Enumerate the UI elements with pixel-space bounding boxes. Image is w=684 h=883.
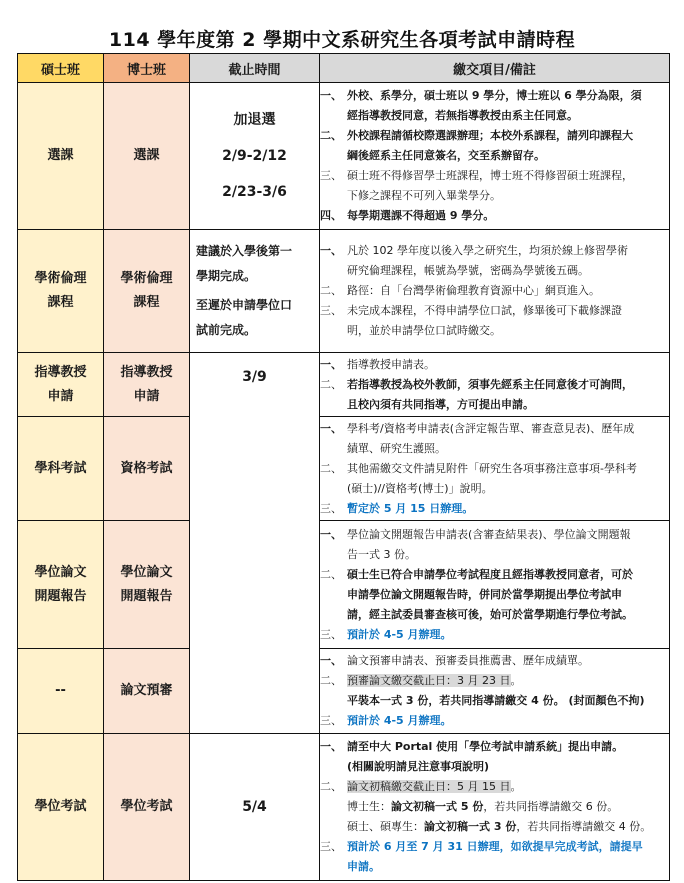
notes-cell xyxy=(320,230,670,353)
note-item: 一、 指導教授申請表。 xyxy=(320,357,435,371)
notes-cell xyxy=(320,353,670,417)
note-item: 三、 暫定於 5 月 15 日辦理。 xyxy=(320,501,474,515)
header-notes: 繳交項目/備註 xyxy=(320,54,670,83)
masters-cell: 學術倫理 課程 xyxy=(18,230,104,353)
note-item: 三、 預計於 6 月至 7 月 31 日辦理，如欲提早完成考試，請提早 xyxy=(320,840,643,853)
header-masters: 碩士班 xyxy=(18,54,104,83)
note-item: 三、 預計於 4-5 月辦理。 xyxy=(320,627,452,641)
note-continuation: 申請。 xyxy=(347,860,380,873)
notes-cell xyxy=(320,83,670,230)
note-item: 一、 請至中大 Portal 使用「學位考試申請系統」提出申請。 xyxy=(320,740,624,753)
note-continuation: 請，經主試委員審查核可後，始可於當學期進行學位考試。 xyxy=(347,607,633,621)
highlighted-deadline: 預審論文繳交截止日：3 月 23 日 xyxy=(347,674,511,687)
note-continuation: 下修之課程不可列入畢業學分。 xyxy=(347,189,501,202)
note-item: 二、 若指導教授為校外教師，須事先經系主任同意後才可詢問， xyxy=(320,377,633,391)
phd-cell: 資格考試 xyxy=(104,417,190,521)
note-continuation: 碩士、碩專生：論文初稿一式 3 份，若共同指導請繳交 4 份。 xyxy=(347,820,652,833)
note-item: 二、 路徑：自「台灣學術倫理教育資源中心」網頁進入。 xyxy=(320,284,600,297)
masters-cell: 學科考試 xyxy=(18,417,104,521)
deadline-date: 3/9 xyxy=(242,369,267,385)
note-continuation: 且校內須有共同指導，方可提出申請。 xyxy=(347,397,534,411)
page-title: 114 學年度第 2 學期中文系研究生各項考試申請時程 xyxy=(108,29,576,51)
deadline-range-2: 2/23-3/6 xyxy=(222,184,287,200)
deadline-cell xyxy=(190,83,320,230)
note-item: 一、 學位論文開題報告申請表(含審查結果表)、學位論文開題報 xyxy=(320,527,631,541)
notes-cell xyxy=(320,649,670,734)
note-item: 一、 學科考/資格考申請表(含評定報告單、審查意見表)、歷年成 xyxy=(320,421,635,435)
phd-cell: 論文預審 xyxy=(104,649,190,734)
deadline-label: 加退選 xyxy=(233,112,276,128)
phd-cell: 選課 xyxy=(104,83,190,230)
masters-cell: -- xyxy=(18,649,104,734)
deadline-range-1: 2/9-2/12 xyxy=(222,148,287,164)
deadline-cell: 建議於入學後第一 學期完成。 至遲於申請學位口 試前完成。 xyxy=(190,230,320,353)
note-item: 三、 碩士班不得修習學士班課程，博士班不得修習碩士班課程， xyxy=(320,169,633,182)
note-continuation: 平裝本一式 3 份，若共同指導請繳交 4 份。 (封面顏色不拘) xyxy=(347,694,645,707)
phd-cell: 指導教授 申請 xyxy=(104,353,190,417)
note-item: 一、 凡於 102 學年度以後入學之研究生，均須於線上修習學術 xyxy=(320,244,628,257)
deadline-cell-shared xyxy=(190,353,320,734)
note-item: 三、 預計於 4-5 月辦理。 xyxy=(320,714,452,727)
deadline-date: 5/4 xyxy=(242,799,267,815)
deadline-cell xyxy=(190,734,320,881)
phd-cell: 學位論文 開題報告 xyxy=(104,521,190,649)
note-continuation: 經指導教授同意，若無指導教授由系主任同意。 xyxy=(347,109,578,122)
masters-cell: 學位考試 xyxy=(18,734,104,881)
note-item: 一、 外校、系學分，碩士班以 9 學分，博士班以 6 學分為限，須 xyxy=(320,89,642,102)
note-continuation: (相關說明請見注意事項說明) xyxy=(347,760,490,773)
phd-cell: 學術倫理 課程 xyxy=(104,230,190,353)
note-continuation: 博士生：論文初稿一式 5 份，若共同指導請繳交 6 份。 xyxy=(347,800,619,813)
note-item: 三、 未完成本課程，不得申請學位口試，修畢後可下載修課證 xyxy=(320,304,622,317)
note-item: 一、 論文預審申請表、預審委員推薦書、歷年成績單。 xyxy=(320,654,589,667)
masters-cell: 指導教授 申請 xyxy=(18,353,104,417)
header-deadline: 截止時間 xyxy=(190,54,320,83)
schedule-table xyxy=(17,53,670,881)
note-continuation: 明，並於申請學位口試時繳交。 xyxy=(347,324,501,337)
header-phd: 博士班 xyxy=(104,54,190,83)
header-row xyxy=(18,54,670,83)
masters-cell: 選課 xyxy=(18,83,104,230)
note-item: 二、 其他需繳交文件請見附件「研究生各項事務注意事項-學科考 xyxy=(320,461,637,475)
notes-cell xyxy=(320,417,670,521)
note-continuation: 績單、研究生護照。 xyxy=(347,441,446,455)
table-row-course-selection xyxy=(18,83,670,230)
note-item: 二、 碩士生已符合申請學位考試程度且經指導教授同意者，可於 xyxy=(320,567,633,581)
table-row-advisor-application xyxy=(18,353,670,417)
table-row-subject-exam xyxy=(18,417,670,521)
note-item: 四、 每學期選課不得超過 9 學分。 xyxy=(320,209,495,222)
phd-cell: 學位考試 xyxy=(104,734,190,881)
note-item: 二、 外校課程請循校際選課辦理；本校外系課程，請列印課程大 xyxy=(320,129,633,142)
note-continuation: 告一式 3 份。 xyxy=(347,547,416,561)
highlighted-deadline: 論文初稿繳交截止日：5 月 15 日 xyxy=(347,780,511,793)
note-item: 二、 論文初稿繳交截止日：5 月 15 日。 xyxy=(320,780,522,793)
notes-cell xyxy=(320,734,670,881)
table-row-thesis-prereview xyxy=(18,649,670,734)
note-continuation: 綱後經系主任同意簽名，交至系辦留存。 xyxy=(347,149,545,162)
masters-cell: 學位論文 開題報告 xyxy=(18,521,104,649)
note-continuation: 申請學位論文開題報告時，併同於當學期提出學位考試申 xyxy=(347,587,622,601)
note-continuation: 研究倫理課程，帳號為學號，密碼為學號後五碼。 xyxy=(347,264,589,277)
note-item: 二、 預審論文繳交截止日：3 月 23 日。 xyxy=(320,674,522,687)
table-row-thesis-proposal xyxy=(18,521,670,649)
notes-cell xyxy=(320,521,670,649)
table-row-degree-exam xyxy=(18,734,670,881)
note-continuation: (碩士)//資格考(博士)」說明。 xyxy=(347,481,493,495)
table-row-research-ethics xyxy=(18,230,670,353)
